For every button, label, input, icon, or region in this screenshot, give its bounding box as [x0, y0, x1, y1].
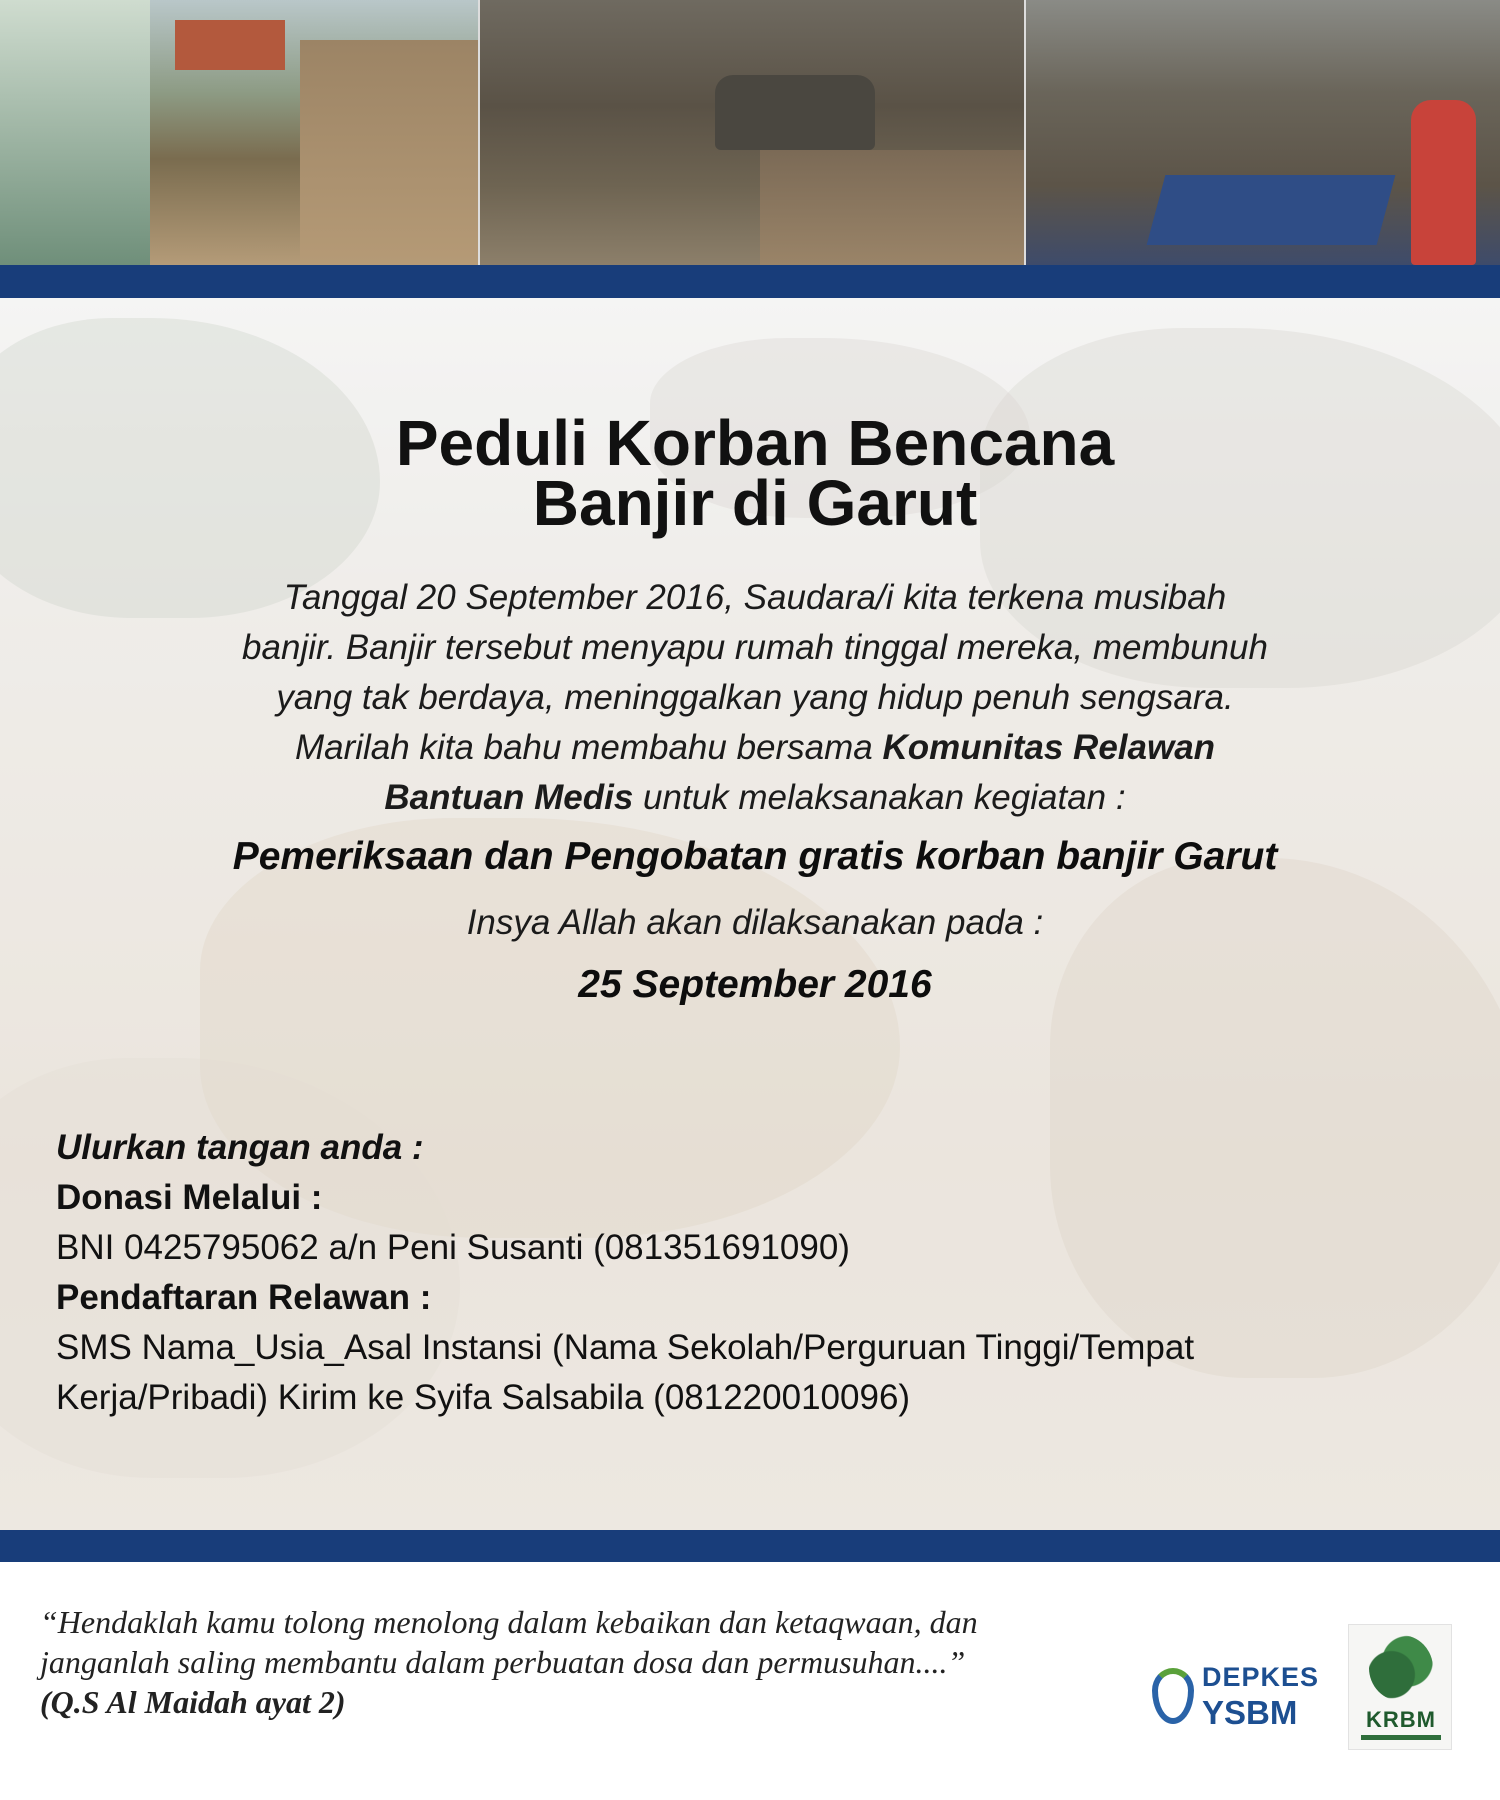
street-crowd-photo — [1024, 0, 1500, 265]
donation-info — [56, 1123, 1456, 1423]
volunteer-instructions-2: Kerja/Pribadi) Kirim ke Syifa Salsabila (081220010096) — [56, 1378, 911, 1417]
krbm-logo — [1348, 1624, 1452, 1750]
quran-quote — [40, 1602, 1120, 1722]
bottom-band — [0, 1530, 1500, 1562]
ysbm-logo-text: YSBM — [1202, 1694, 1298, 1731]
community-name-part1: Komunitas Relawan — [882, 728, 1216, 767]
intro-line-3: yang tak berdaya, meninggalkan yang hidup penuh sengsara. — [276, 678, 1234, 717]
intro-line-1: Tanggal 20 September 2016, Saudara/i kita terkena musibah — [283, 578, 1227, 617]
depkes-logo-text: DEPKES — [1202, 1662, 1320, 1692]
mud-car-photo — [478, 0, 1024, 265]
community-name-part2: Bantuan Medis — [384, 778, 634, 817]
activity-title: Pemeriksaan dan Pengobatan gratis korban banjir Garut — [232, 835, 1278, 878]
top-band — [0, 265, 1500, 298]
hand-icon — [1369, 1635, 1433, 1701]
donation-account: BNI 0425795062 a/n Peni Susanti (081351691090) — [56, 1228, 850, 1267]
quote-line-2: janganlah saling membantu dalam perbuatan dosa dan permusuhan....” — [40, 1644, 966, 1680]
intro-line-4-text: Marilah kita bahu membahu bersama — [294, 728, 883, 767]
call-to-action: Ulurkan tangan anda : — [56, 1128, 424, 1167]
poster-content — [0, 298, 1500, 1530]
krbm-logo-text: KRBM — [1366, 1707, 1436, 1732]
intro-line-4 — [100, 723, 1410, 773]
volunteer-instructions-1: SMS Nama_Usia_Asal Instansi (Nama Sekolah/Perguruan Tinggi/Tempat — [56, 1328, 1195, 1367]
depkes-ysbm-logo — [1150, 1650, 1320, 1740]
title-line-1: Peduli Korban Bencana — [395, 407, 1115, 479]
schedule-intro: Insya Allah akan dilaksanakan pada : — [466, 903, 1044, 942]
intro-line-5-text: untuk melaksanakan kegiatan : — [633, 778, 1126, 817]
footer — [0, 1562, 1500, 1800]
depkes-mark-icon — [1152, 1668, 1194, 1724]
intro-line-2: banjir. Banjir tersebut menyapu rumah tinggal mereka, membunuh — [242, 628, 1268, 667]
quote-reference: (Q.S Al Maidah ayat 2) — [40, 1684, 346, 1720]
intro-line-5 — [100, 773, 1410, 823]
event-date: 25 September 2016 — [578, 963, 932, 1006]
photo-strip — [0, 0, 1500, 265]
river-bank-photo — [0, 0, 478, 265]
poster-title — [250, 407, 1260, 539]
donation-heading: Donasi Melalui : — [56, 1178, 323, 1217]
volunteer-heading: Pendaftaran Relawan : — [56, 1278, 432, 1317]
intro-paragraph — [100, 573, 1410, 823]
quote-line-1: “Hendaklah kamu tolong menolong dalam kebaikan dan ketaqwaan, dan — [40, 1604, 978, 1640]
title-line-2: Banjir di Garut — [532, 467, 978, 539]
